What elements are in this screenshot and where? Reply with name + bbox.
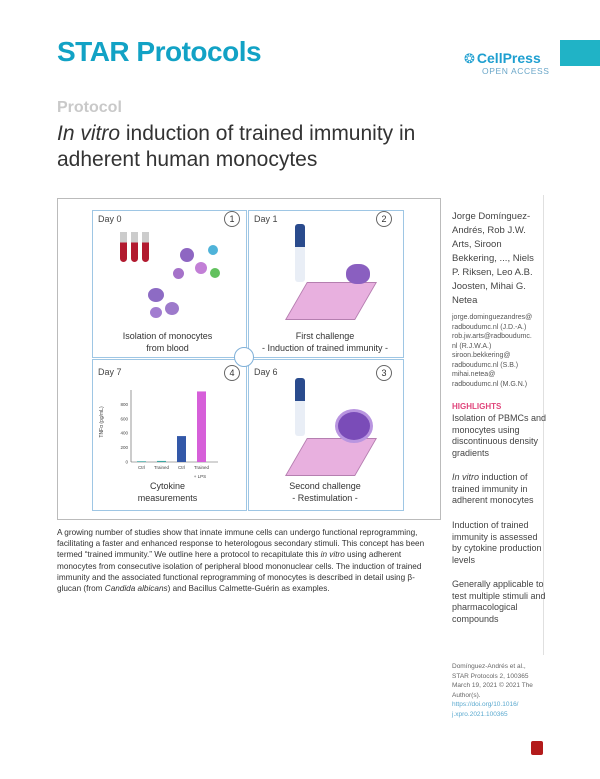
chart-bar bbox=[197, 391, 206, 462]
citation-block bbox=[452, 662, 542, 719]
cell-icon bbox=[195, 262, 207, 274]
highlight-text: Generally applicable to test multiple stimuli and pharmacological compounds bbox=[452, 579, 546, 624]
caption-line: Cytokine bbox=[149, 481, 185, 491]
cycle-connector bbox=[234, 347, 254, 367]
panel-caption bbox=[254, 480, 396, 504]
highlight-text: Isolation of PBMCs and monocytes using discontinuous density gradients bbox=[452, 413, 547, 458]
email-line[interactable]: radboudumc.nl (J.D.-A.) bbox=[452, 323, 527, 331]
chart-ytick-label: 200 bbox=[120, 445, 128, 451]
email-line[interactable]: mihai.netea@ bbox=[452, 371, 496, 378]
panel-day-label: Day 6 bbox=[254, 367, 278, 377]
chart-ytick-label: 800 bbox=[120, 401, 128, 407]
highlight-item bbox=[452, 472, 547, 507]
highlight-item bbox=[452, 413, 547, 459]
section-label: Protocol bbox=[57, 99, 122, 116]
journal-title: STAR Protocols bbox=[57, 36, 262, 67]
panel-day-label: Day 0 bbox=[98, 214, 122, 224]
panel-day-label: Day 7 bbox=[98, 367, 122, 377]
panel-caption bbox=[254, 330, 396, 354]
highlights-heading: HIGHLIGHTS bbox=[452, 402, 502, 411]
panel-number: 4 bbox=[224, 365, 240, 381]
monocyte-icon bbox=[148, 288, 164, 302]
abstract-part: ) and Bacillus Calmette-Guérin as examples. bbox=[167, 584, 330, 594]
author-list: Jorge Domínguez-Andrés, Rob J.W. Arts, Siroon Bekkering, ..., Niels P. Riksen, Leo A.B. Joosten, Mihai G. Netea bbox=[452, 211, 534, 306]
caption-line: from blood bbox=[146, 343, 189, 353]
title-italic: In vitro bbox=[57, 122, 121, 145]
chart-xtick-label: Ctrl bbox=[178, 465, 185, 470]
monocyte-icon bbox=[180, 248, 194, 262]
publisher-name: CellPress bbox=[476, 50, 541, 66]
chart-xtick-label: Trained bbox=[193, 465, 210, 470]
cell-icon bbox=[173, 268, 184, 279]
chart-bar bbox=[137, 461, 146, 462]
abstract-italic: in vitro bbox=[320, 550, 345, 560]
panel-day-label: Day 1 bbox=[254, 214, 278, 224]
citation-line: STAR Protocols 2, 100365 bbox=[452, 672, 529, 680]
highlight-item bbox=[452, 579, 547, 625]
email-line[interactable]: radboudumc.nl (S.B.) bbox=[452, 361, 519, 369]
blood-tube-icon bbox=[120, 232, 127, 262]
highlight-text: induction of trained immunity in adherent monocytes bbox=[452, 472, 534, 505]
cell-icon bbox=[208, 245, 218, 255]
panel-caption bbox=[100, 480, 235, 504]
highlight-text: Induction of trained immunity is assessed by cytokine production levels bbox=[452, 520, 542, 565]
blood-tube-icon bbox=[131, 232, 138, 262]
chart-xtick-label: Ctrl bbox=[138, 465, 145, 470]
chart-ytick-label: 600 bbox=[120, 416, 128, 422]
title-rest: induction of trained immunity in adherent human monocytes bbox=[57, 122, 416, 171]
doi-link[interactable]: https://doi.org/10.1016/ bbox=[452, 701, 519, 708]
email-line[interactable]: nl (R.J.W.A.) bbox=[452, 342, 492, 350]
correspondence-emails[interactable] bbox=[452, 313, 542, 389]
cell-icon bbox=[210, 268, 220, 278]
chart-yticks bbox=[120, 402, 128, 465]
monocyte-icon bbox=[165, 302, 179, 315]
panel-number: 2 bbox=[376, 211, 392, 227]
abstract-text bbox=[57, 527, 435, 594]
email-line[interactable]: siroon.bekkering@ bbox=[452, 352, 511, 359]
email-line[interactable]: jorge.dominguezandres@ bbox=[452, 314, 533, 321]
cytokine-bar-chart bbox=[96, 382, 226, 482]
chart-xlabels bbox=[138, 465, 210, 470]
monocyte-icon bbox=[150, 307, 162, 318]
chart-bars bbox=[137, 391, 206, 462]
open-access-label: OPEN ACCESS bbox=[482, 66, 550, 76]
chart-bar bbox=[157, 461, 166, 462]
abstract-italic: Candida albicans bbox=[104, 584, 168, 594]
chart-bar bbox=[177, 436, 186, 462]
caption-line: measurements bbox=[137, 493, 198, 503]
article-title bbox=[57, 121, 497, 173]
abstract-part: A growing number of studies show that innate immune cells can undergo functional reprogramming, facilitating a faster and enhanced response to heterologous secondary stimuli. This concept has been termed “trained immunity.” We outline here a protocol to recapitulate this bbox=[57, 528, 425, 560]
doi-link[interactable]: j.xpro.2021.100365 bbox=[452, 710, 508, 718]
citation-line: Domínguez-Andrés et al., bbox=[452, 663, 526, 670]
citation-line: March 19, 2021 © 2021 The bbox=[452, 682, 533, 689]
panel-number: 3 bbox=[376, 365, 392, 381]
panel-number: 1 bbox=[224, 211, 240, 227]
brand-bar bbox=[560, 40, 600, 66]
highlight-item bbox=[452, 520, 547, 566]
crossmark-icon[interactable] bbox=[531, 741, 543, 755]
caption-line: Isolation of monocytes bbox=[122, 331, 213, 341]
caption-line: - Restimulation - bbox=[292, 493, 358, 503]
blood-tube-icon bbox=[142, 232, 149, 262]
caption-line: - Induction of trained immunity - bbox=[261, 343, 389, 353]
email-line[interactable]: radboudumc.nl (M.G.N.) bbox=[452, 380, 528, 388]
chart-ylabel: TNFα (pg/mL) bbox=[99, 406, 105, 438]
cellpress-icon: ❂ bbox=[464, 51, 475, 66]
activated-monocyte-icon bbox=[338, 412, 370, 440]
highlight-italic: In vitro bbox=[452, 472, 480, 482]
chart-ytick-label: 400 bbox=[120, 430, 128, 436]
trained-monocyte-icon bbox=[346, 264, 370, 284]
caption-line: Second challenge bbox=[289, 481, 361, 491]
chart-xtick-label: Trained bbox=[153, 465, 170, 470]
email-line[interactable]: rob.jw.arts@radboudumc. bbox=[452, 333, 532, 340]
abstract-part: using adherent monocytes from consecutive isolation of peripheral blood mononuclear cells. The induction of trained immunity and the associated functional reprogramming of monocytes is described in detail using β-glucan (from bbox=[57, 550, 422, 594]
chart-sublabel: + LPS bbox=[193, 474, 207, 479]
citation-line: Author(s). bbox=[452, 691, 481, 699]
caption-line: First challenge bbox=[295, 331, 355, 341]
pipette-icon bbox=[295, 224, 305, 282]
chart-ytick-label: 0 bbox=[125, 459, 128, 465]
panel-caption bbox=[100, 330, 235, 354]
pipette-icon bbox=[295, 378, 305, 436]
